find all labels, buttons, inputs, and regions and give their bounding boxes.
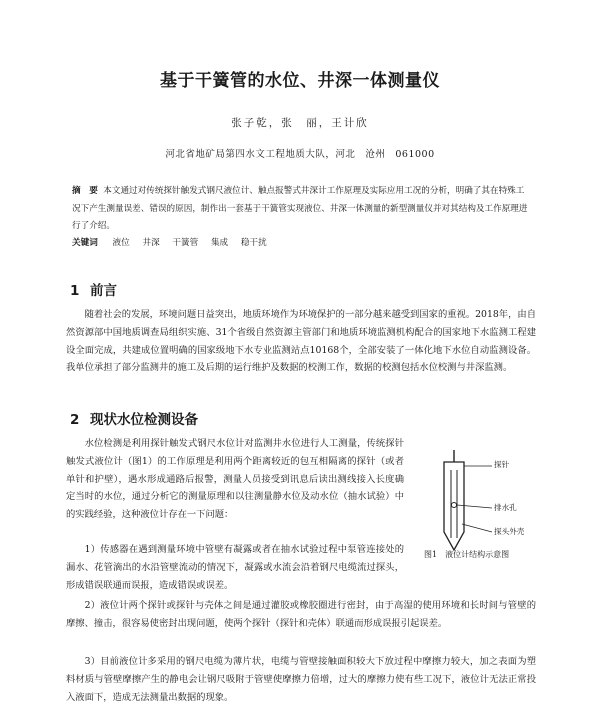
paper-affiliation: 河北省地矿局第四水文工程地质大队，河北 沧州 061000 [165, 149, 435, 160]
abstract-label: 摘 要 [72, 186, 98, 196]
paper-authors: 张子乾，张 丽，王计欣 [231, 117, 369, 129]
paper-title: 基于干簧管的水位、井深一体测量仪 [160, 71, 440, 91]
section-2-heading [70, 408, 198, 428]
section-2-intro: 水位检测是利用探针触发式钢尺水位计对监测井水位进行人工测量，传统探针触发式液位计（图1）的工作原理是利用两个距离较近的包互相隔离的探针（或者单针和护壁），遇水形成通路后报警，测量人员接受到讯息后读出测线接入长度确定当时的水位，通过分析它的测量原理和以往测量静水位及动水位（抽水试验）中的实践经验，这种液位计存在一下问题： [66, 438, 404, 521]
section-2-item-3: 3）目前液位计多采用的钢尺电缆为薄片状，电缆与管壁接触面积较大下放过程中摩擦力较大，加之表面为塑料材质与管壁摩擦产生的静电会让钢尺吸附于管壁使摩擦力倍增，过大的摩擦力使有些工况下，液位计无法正常投入液面下，造成无法测量出数据的现象。 [66, 656, 536, 703]
keyword: 集成 [210, 238, 229, 248]
figure-label-probe-shell: 探头外壳 [494, 527, 525, 536]
section-2-item-2: 2）液位计两个探针或探针与壳体之间是通过灌胶或橡胶圈进行密封，由于高湿的使用环境和长时间与管壁的摩擦、撞击，很容易使密封出现问题，使两个探针（探针和壳体）联通而形成误报引起误差。 [66, 600, 536, 629]
figure-label-probe: 探针 [494, 460, 510, 469]
leader-drain-hole [457, 505, 492, 508]
abstract-text: 本文通过对传统探针触发式钢尺液位计、触点报警式井深计工作原理及实际应用工况的分析，明确了其在特殊工况下产生测量误差、错误的原因，制作出一套基于干簧管实现液位、井深一体测量的新型测量仪并对其结构及工作原理进行了介绍。 [72, 186, 528, 231]
section-1-paragraph: 随着社会的发展，环境问题日益突出，地质环境作为环境保护的一部分越来越受到国家的重视。2018年，由自然资源部中国地质调查局组织实施、31个省级自然资源主管部门和地质环境监测机构配合的国家地下水监测工程建设全面完成，共建成位置明确的国家级地下水专业监测站点10168个，全部安装了一体化地下水位自动监测设备。我单位承担了部分监测井的施工及后期的运行维护及数据的校测工作，数据的校测包括水位校测与井深监测。 [66, 309, 536, 374]
leader-probe-shell [462, 524, 492, 532]
figure-1-diagram [420, 450, 550, 560]
figure-1-caption: 图1 液位计结构示意图 [424, 550, 510, 559]
probe-housing [444, 462, 464, 550]
keywords-label: 关键词 [72, 238, 98, 248]
keywords-block [72, 235, 530, 251]
keyword: 液位 [112, 238, 130, 248]
abstract-block [72, 183, 530, 236]
section-1-title: 前言 [90, 283, 117, 299]
section-2-item-1: 1）传感器在遇到测量环境中管壁有凝露或者在抽水试验过程中泵管连接处的漏水、花管滴出的水沿管壁流动的情况下，凝露或水流会沿着钢尺电缆流过探头，形成错误联通而误报，造成错误或误差。 [66, 544, 404, 591]
keyword: 干簧管 [172, 238, 199, 248]
section-1-heading [70, 279, 117, 299]
keyword: 稳干扰 [240, 238, 267, 248]
keyword: 井深 [142, 238, 160, 248]
figure-label-drain-hole: 排水孔 [494, 503, 517, 512]
drain-hole [452, 503, 457, 508]
section-2-title: 现状水位检测设备 [90, 412, 198, 428]
section-2-number: 2 [70, 412, 80, 428]
section-1-number: 1 [70, 283, 80, 299]
